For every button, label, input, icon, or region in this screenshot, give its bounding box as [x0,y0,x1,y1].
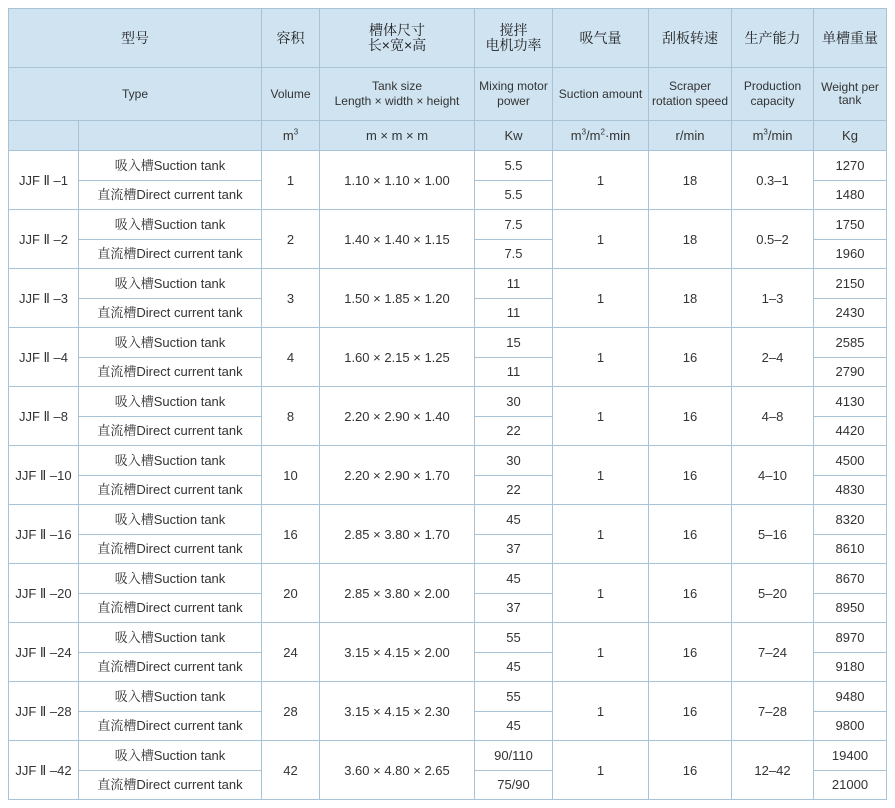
suction-tank-label-cn: 吸入槽 [114,747,154,763]
suction-tank-label-en: Suction tank [153,570,226,586]
unit-volume [262,121,320,151]
suction-amount-cell: 1 [553,151,649,210]
header-capacity-en-line1: Production [743,79,802,93]
volume-cell: 42 [262,741,320,800]
tank-size-cell: 2.85 × 3.80 × 1.70 [320,505,475,564]
suction-tank-label-cn: 吸入槽 [114,275,154,291]
suction-tank-label [79,387,262,417]
weight-suction-cell: 8970 [814,623,887,653]
tank-size-cell: 3.60 × 4.80 × 2.65 [320,741,475,800]
suction-tank-label-en: Suction tank [153,688,226,704]
header-suction-en: Suction amount [553,68,649,121]
header-tank-size-cn-line1: 槽体尺寸 [369,22,425,38]
capacity-cell: 7–24 [732,623,814,682]
direct-tank-label-en: Direct current tank [136,659,243,675]
direct-tank-label-cn: 直流槽 [97,777,137,793]
scraper-speed-cell: 16 [649,328,732,387]
suction-tank-label [79,269,262,299]
direct-tank-label-en: Direct current tank [136,541,243,557]
suction-tank-label-cn: 吸入槽 [114,157,154,173]
direct-tank-label-cn: 直流槽 [97,541,137,557]
capacity-cell: 4–8 [732,387,814,446]
table-row [9,446,887,476]
direct-tank-label [79,652,262,682]
header-capacity-en-line2: capacity [750,94,795,108]
model-cell: JJF Ⅱ –42 [9,741,79,800]
volume-cell: 4 [262,328,320,387]
table-row [9,269,887,299]
weight-suction-cell: 8670 [814,564,887,594]
suction-tank-label-en: Suction tank [153,452,226,468]
model-cell: JJF Ⅱ –16 [9,505,79,564]
suction-tank-label-cn: 吸入槽 [114,629,154,645]
header-tank-size-en-line1: Tank size [371,79,423,93]
suction-amount-cell: 1 [553,328,649,387]
scraper-speed-cell: 16 [649,741,732,800]
suction-amount-cell: 1 [553,387,649,446]
unit-capacity-base: m [752,128,764,143]
weight-suction-cell: 9480 [814,682,887,712]
motor-power-suction-cell: 7.5 [475,210,553,240]
header-row-english [9,68,887,121]
weight-suction-cell: 19400 [814,741,887,771]
header-suction-cn: 吸气量 [553,9,649,68]
tank-size-cell: 1.10 × 1.10 × 1.00 [320,151,475,210]
model-cell: JJF Ⅱ –28 [9,682,79,741]
weight-direct-cell: 2790 [814,357,887,387]
capacity-cell: 12–42 [732,741,814,800]
direct-tank-label-en: Direct current tank [136,246,243,262]
header-weight-cn: 单槽重量 [814,9,887,68]
motor-power-direct-cell: 37 [475,593,553,623]
model-cell: JJF Ⅱ –24 [9,623,79,682]
model-cell: JJF Ⅱ –8 [9,387,79,446]
direct-tank-label [79,475,262,505]
header-motor-en-line1: Mixing motor [479,79,548,93]
motor-power-direct-cell: 22 [475,475,553,505]
direct-tank-label-en: Direct current tank [136,718,243,734]
tank-size-cell: 2.85 × 3.80 × 2.00 [320,564,475,623]
weight-direct-cell: 8610 [814,534,887,564]
motor-power-suction-cell: 30 [475,387,553,417]
suction-tank-label-en: Suction tank [153,216,226,232]
suction-tank-label-en: Suction tank [153,275,226,291]
motor-power-direct-cell: 75/90 [475,770,553,800]
scraper-speed-cell: 18 [649,269,732,328]
scraper-speed-cell: 16 [649,564,732,623]
weight-suction-cell: 4130 [814,387,887,417]
header-scraper-cn: 刮板转速 [649,9,732,68]
header-tank-size-en-line2: Length × width × height [334,94,460,108]
direct-tank-label-cn: 直流槽 [97,187,137,203]
direct-tank-label-en: Direct current tank [136,482,243,498]
suction-tank-label [79,505,262,535]
motor-power-suction-cell: 55 [475,623,553,653]
suction-tank-label-en: Suction tank [153,747,226,763]
suction-amount-cell: 1 [553,623,649,682]
suction-tank-label-cn: 吸入槽 [114,452,154,468]
weight-direct-cell: 8950 [814,593,887,623]
suction-tank-label-cn: 吸入槽 [114,570,154,586]
capacity-cell: 5–20 [732,564,814,623]
motor-power-suction-cell: 90/110 [475,741,553,771]
volume-cell: 16 [262,505,320,564]
motor-power-direct-cell: 22 [475,416,553,446]
direct-tank-label-en: Direct current tank [136,187,243,203]
tank-size-cell: 1.60 × 2.15 × 1.25 [320,328,475,387]
direct-tank-label [79,593,262,623]
tank-size-cell: 2.20 × 2.90 × 1.40 [320,387,475,446]
model-cell: JJF Ⅱ –2 [9,210,79,269]
suction-amount-cell: 1 [553,505,649,564]
direct-tank-label-cn: 直流槽 [97,482,137,498]
unit-volume-base: m [282,128,294,143]
direct-tank-label-cn: 直流槽 [97,659,137,675]
header-weight-en-line1: Weight per [821,80,879,94]
weight-direct-cell: 2430 [814,298,887,328]
volume-cell: 8 [262,387,320,446]
volume-cell: 20 [262,564,320,623]
header-motor-cn-line2: 电机功率 [485,37,542,53]
weight-direct-cell: 9180 [814,652,887,682]
header-motor-cn [475,9,553,68]
direct-tank-label-en: Direct current tank [136,423,243,439]
header-row-chinese [9,9,887,68]
volume-cell: 24 [262,623,320,682]
weight-direct-cell: 1960 [814,239,887,269]
motor-power-suction-cell: 55 [475,682,553,712]
header-model-cn: 型号 [9,9,262,68]
header-model-en: Type [9,68,262,121]
motor-power-direct-cell: 37 [475,534,553,564]
direct-tank-label [79,534,262,564]
suction-tank-label [79,210,262,240]
suction-amount-cell: 1 [553,210,649,269]
scraper-speed-cell: 18 [649,210,732,269]
direct-tank-label-cn: 直流槽 [97,364,137,380]
direct-tank-label [79,711,262,741]
suction-amount-cell: 1 [553,446,649,505]
capacity-cell: 2–4 [732,328,814,387]
capacity-cell: 0.3–1 [732,151,814,210]
direct-tank-label [79,180,262,210]
header-capacity-cn: 生产能力 [732,9,814,68]
table-row [9,328,887,358]
unit-empty-tank [79,121,262,151]
header-weight-en-line2: tank [838,93,862,107]
model-cell: JJF Ⅱ –20 [9,564,79,623]
direct-tank-label-cn: 直流槽 [97,600,137,616]
direct-tank-label [79,239,262,269]
scraper-speed-cell: 18 [649,151,732,210]
weight-direct-cell: 1480 [814,180,887,210]
model-cell: JJF Ⅱ –3 [9,269,79,328]
unit-suction [553,121,649,151]
header-scraper-en-line1: Scraper [668,79,712,93]
volume-cell: 10 [262,446,320,505]
suction-tank-label-cn: 吸入槽 [114,216,154,232]
direct-tank-label-cn: 直流槽 [97,423,137,439]
capacity-cell: 5–16 [732,505,814,564]
header-motor-en [475,68,553,121]
weight-direct-cell: 21000 [814,770,887,800]
motor-power-suction-cell: 15 [475,328,553,358]
motor-power-suction-cell: 30 [475,446,553,476]
suction-tank-label [79,741,262,771]
direct-tank-label-en: Direct current tank [136,364,243,380]
unit-suction-exp1: 3 [581,127,587,137]
suction-tank-label-cn: 吸入槽 [114,393,154,409]
tank-size-cell: 1.50 × 1.85 × 1.20 [320,269,475,328]
volume-cell: 3 [262,269,320,328]
table-row [9,387,887,417]
motor-power-direct-cell: 11 [475,298,553,328]
capacity-cell: 0.5–2 [732,210,814,269]
suction-tank-label [79,623,262,653]
tank-size-cell: 1.40 × 1.40 × 1.15 [320,210,475,269]
direct-tank-label [79,770,262,800]
motor-power-direct-cell: 45 [475,711,553,741]
table-row [9,682,887,712]
unit-capacity-tail: /min [767,128,793,143]
suction-tank-label-en: Suction tank [153,629,226,645]
motor-power-suction-cell: 45 [475,505,553,535]
direct-tank-label [79,416,262,446]
header-scraper-en-line2: rotation speed [651,94,729,108]
header-capacity-en [732,68,814,121]
suction-tank-label [79,564,262,594]
weight-direct-cell: 4420 [814,416,887,446]
table-row [9,505,887,535]
header-weight-en [814,68,887,121]
suction-amount-cell: 1 [553,682,649,741]
header-motor-cn-line1: 搅拌 [499,22,528,38]
table-row [9,564,887,594]
tank-size-cell: 3.15 × 4.15 × 2.00 [320,623,475,682]
unit-suction-tail: ·min [604,128,631,143]
unit-volume-exp: 3 [293,127,299,137]
scraper-speed-cell: 16 [649,682,732,741]
model-cell: JJF Ⅱ –1 [9,151,79,210]
scraper-speed-cell: 16 [649,505,732,564]
spec-table [8,8,887,800]
direct-tank-label-cn: 直流槽 [97,246,137,262]
header-motor-en-line2: power [497,94,530,108]
motor-power-direct-cell: 11 [475,357,553,387]
suction-tank-label-en: Suction tank [153,511,226,527]
scraper-speed-cell: 16 [649,446,732,505]
direct-tank-label-cn: 直流槽 [97,718,137,734]
unit-empty-model [9,121,79,151]
weight-suction-cell: 2150 [814,269,887,299]
header-tank-size-en [320,68,475,121]
suction-tank-label-cn: 吸入槽 [114,511,154,527]
volume-cell: 1 [262,151,320,210]
suction-tank-label [79,682,262,712]
motor-power-direct-cell: 5.5 [475,180,553,210]
header-scraper-en [649,68,732,121]
suction-tank-label-cn: 吸入槽 [114,688,154,704]
table-row [9,741,887,771]
direct-tank-label-en: Direct current tank [136,305,243,321]
suction-tank-label-en: Suction tank [153,157,226,173]
weight-suction-cell: 1750 [814,210,887,240]
unit-capacity-exp: 3 [763,127,768,137]
capacity-cell: 7–28 [732,682,814,741]
motor-power-suction-cell: 11 [475,269,553,299]
suction-tank-label [79,151,262,181]
scraper-speed-cell: 16 [649,387,732,446]
unit-scraper: r/min [649,121,732,151]
suction-tank-label [79,328,262,358]
direct-tank-label-en: Direct current tank [136,600,243,616]
direct-tank-label [79,298,262,328]
header-tank-size-cn [320,9,475,68]
suction-tank-label-en: Suction tank [153,393,226,409]
weight-suction-cell: 4500 [814,446,887,476]
header-row-units [9,121,887,151]
model-cell: JJF Ⅱ –4 [9,328,79,387]
direct-tank-label-cn: 直流槽 [97,305,137,321]
motor-power-direct-cell: 7.5 [475,239,553,269]
volume-cell: 28 [262,682,320,741]
capacity-cell: 4–10 [732,446,814,505]
suction-amount-cell: 1 [553,741,649,800]
weight-direct-cell: 9800 [814,711,887,741]
direct-tank-label [79,357,262,387]
tank-size-cell: 3.15 × 4.15 × 2.30 [320,682,475,741]
weight-suction-cell: 1270 [814,151,887,181]
weight-direct-cell: 4830 [814,475,887,505]
motor-power-direct-cell: 45 [475,652,553,682]
tank-size-cell: 2.20 × 2.90 × 1.70 [320,446,475,505]
suction-tank-label-cn: 吸入槽 [114,334,154,350]
suction-tank-label [79,446,262,476]
unit-capacity [732,121,814,151]
spec-table-body [9,151,887,800]
weight-suction-cell: 2585 [814,328,887,358]
unit-motor: Kw [475,121,553,151]
model-cell: JJF Ⅱ –10 [9,446,79,505]
unit-suction-exp2: 2 [600,127,605,137]
unit-weight: Kg [814,121,887,151]
capacity-cell: 1–3 [732,269,814,328]
direct-tank-label-en: Direct current tank [136,777,243,793]
header-volume-en: Volume [262,68,320,121]
table-row [9,210,887,240]
motor-power-suction-cell: 45 [475,564,553,594]
motor-power-suction-cell: 5.5 [475,151,553,181]
unit-tank-size: m × m × m [320,121,475,151]
suction-tank-label-en: Suction tank [153,334,226,350]
table-row [9,151,887,181]
unit-suction-mid: /m [586,128,601,143]
suction-amount-cell: 1 [553,269,649,328]
header-volume-cn: 容积 [262,9,320,68]
unit-suction-base: m [570,128,582,143]
suction-amount-cell: 1 [553,564,649,623]
weight-suction-cell: 8320 [814,505,887,535]
scraper-speed-cell: 16 [649,623,732,682]
header-tank-size-cn-line2: 长×宽×高 [367,37,427,53]
volume-cell: 2 [262,210,320,269]
table-row [9,623,887,653]
